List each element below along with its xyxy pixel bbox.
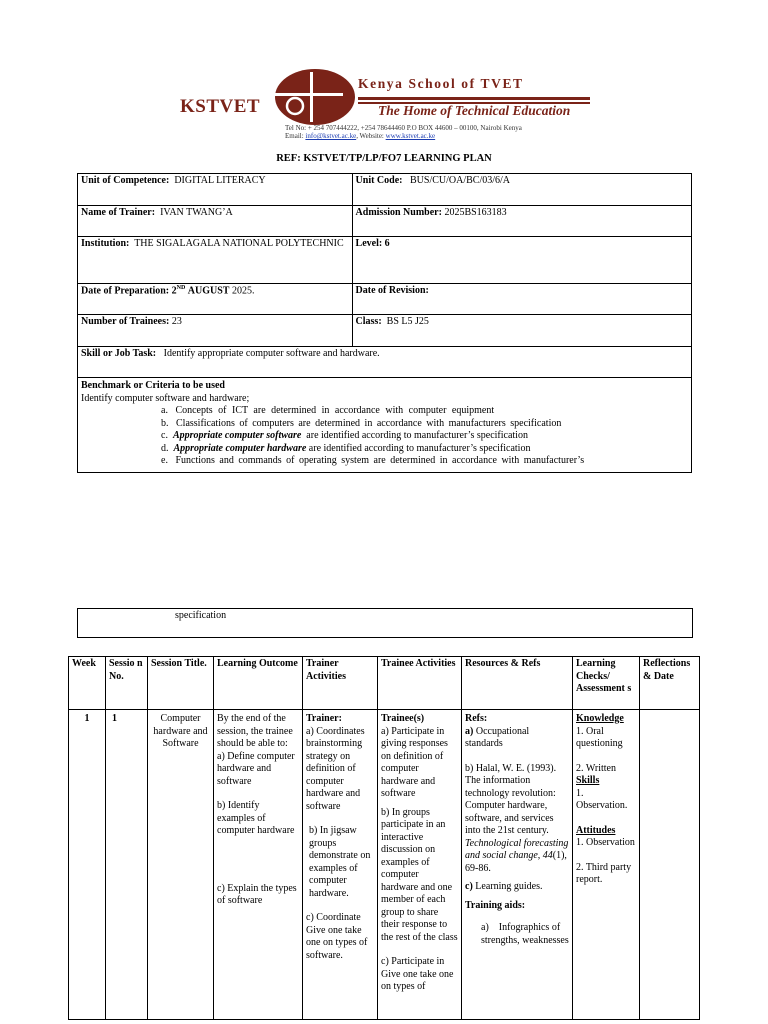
ref-title: REF: KSTVET/TP/LP/FO7 LEARNING PLAN (276, 153, 492, 164)
header-session-no: Sessio n No. (106, 657, 148, 710)
header-reflections: Reflections & Date (640, 657, 700, 710)
table-row (78, 347, 692, 378)
school-tagline: The Home of Technical Education (378, 103, 571, 118)
table-row (78, 174, 692, 206)
learning-plan-table (68, 656, 700, 1020)
revision-date-cell: Date of Revision: (352, 284, 691, 315)
benchmark-label: Benchmark or Criteria to be used (81, 380, 225, 391)
list-item: d. Appropriate computer hardware are identified according to manufacturer’s specification (161, 442, 531, 454)
table-row (78, 237, 692, 284)
trainer-cell: Name of Trainer: IVAN TWANG’A (78, 206, 353, 237)
trainer-activities-cell: Trainer: a) Coordinates brainstorming strategy on definition of computer hardware and software b) In jigsaw groups demonstrate on examples of computer hardware. c) Coordinate Give one take one on types of software. (303, 710, 378, 1020)
unit-of-competence-cell: Unit of Competence: DIGITAL LITERACY (78, 174, 353, 206)
session-cell: 1 (106, 710, 148, 1020)
list-item: a. Concepts of ICT are determined in accordance with computer equipment (161, 405, 495, 416)
learning-outcome-cell: By the end of the session, the trainee should be able to: a) Define computer hardware and software b) Identify examples of computer hardware c) Explain the types of software (214, 710, 303, 1020)
benchmark-list (81, 405, 688, 468)
reflections-cell (640, 710, 700, 1020)
level-cell: Level: 6 (352, 237, 691, 284)
list-item: c. Appropriate computer software are identified according to manufacturer’s specification (161, 430, 528, 441)
admission-cell: Admission Number: 2025BS163183 (352, 206, 691, 237)
list-item: e. Functions and commands of operating system are determined in accordance with manufacturer’s (161, 455, 585, 466)
table-row (78, 284, 692, 315)
table-row (78, 206, 692, 237)
learning-checks-cell: Knowledge 1. Oral questioning 2. Written Skills 1. Observation. Attitudes 1. Observation 2. Third party report. (573, 710, 640, 1020)
benchmark-continued-text: specification (175, 610, 227, 621)
header-week: Week (69, 657, 106, 710)
skill-cell: Skill or Job Task: Identify appropriate computer software and hardware. (78, 347, 692, 378)
trainee-activities-cell: Trainee(s) a) Participate in giving responses on definition of computer hardware and software b) In groups participate in an interactive discussion on examples of computer hardware and one member of each group to share their response to the rest of the class c) Participate in Give one take one on types of (378, 710, 462, 1020)
table-header-row (69, 657, 700, 710)
contact-line: Tel No: + 254 707444222, +254 78644460 P.O BOX 44600 – 00100, Nairobi Kenya (285, 124, 522, 132)
contact-web-line (285, 132, 435, 141)
header-learning-outcome: Learning Outcome (214, 657, 303, 710)
table-row (78, 378, 692, 473)
logo-acronym: KSTVET (180, 96, 261, 117)
email-link[interactable]: info@kstvet.ac.ke (305, 132, 357, 140)
benchmark-intro: Identify computer software and hardware; (81, 392, 250, 404)
benchmark-continuation-box (77, 608, 693, 638)
resources-cell: Refs: a) Occupational standards b) Halal, W. E. (1993). The information technology revolution: Computer hardware, software, and services into the 21st century. Technological forecasting and social change, 44(1), 69-86. c) Learning guides. Training aids: a) Infographics of strengths, weaknesses (462, 710, 573, 1020)
header-trainer-activities: Trainer Activities (303, 657, 378, 710)
unit-code-cell: Unit Code: BUS/CU/OA/BC/03/6/A (352, 174, 691, 206)
header-resources: Resources & Refs (462, 657, 573, 710)
info-table (77, 173, 692, 473)
website-label: , Website: (356, 132, 384, 140)
session-title-cell: Computer hardware and Software (148, 710, 214, 1020)
list-item: b. Classifications of computers are determined in accordance with manufacturers specification (161, 417, 562, 429)
school-name: Kenya School of TVET (358, 76, 524, 91)
email-label: Email: (285, 132, 304, 140)
website-link[interactable]: www.kstvet.ac.ke (385, 132, 436, 140)
table-row (69, 710, 700, 1020)
institution-cell: Institution: THE SIGALAGALA NATIONAL POLYTECHNIC (78, 237, 353, 284)
class-cell: Class: BS L5 J25 (352, 315, 691, 347)
week-cell: 1 (69, 710, 106, 1020)
header-trainee-activities: Trainee Activities (378, 657, 462, 710)
table-row (78, 315, 692, 347)
trainees-cell: Number of Trainees: 23 (78, 315, 353, 347)
preparation-date-cell: Date of Preparation: 2ND AUGUST 2025. (78, 284, 353, 315)
header-learning-checks: Learning Checks/ Assessment s (573, 657, 640, 710)
header-session-title: Session Title. (148, 657, 214, 710)
benchmark-cell (78, 378, 692, 473)
